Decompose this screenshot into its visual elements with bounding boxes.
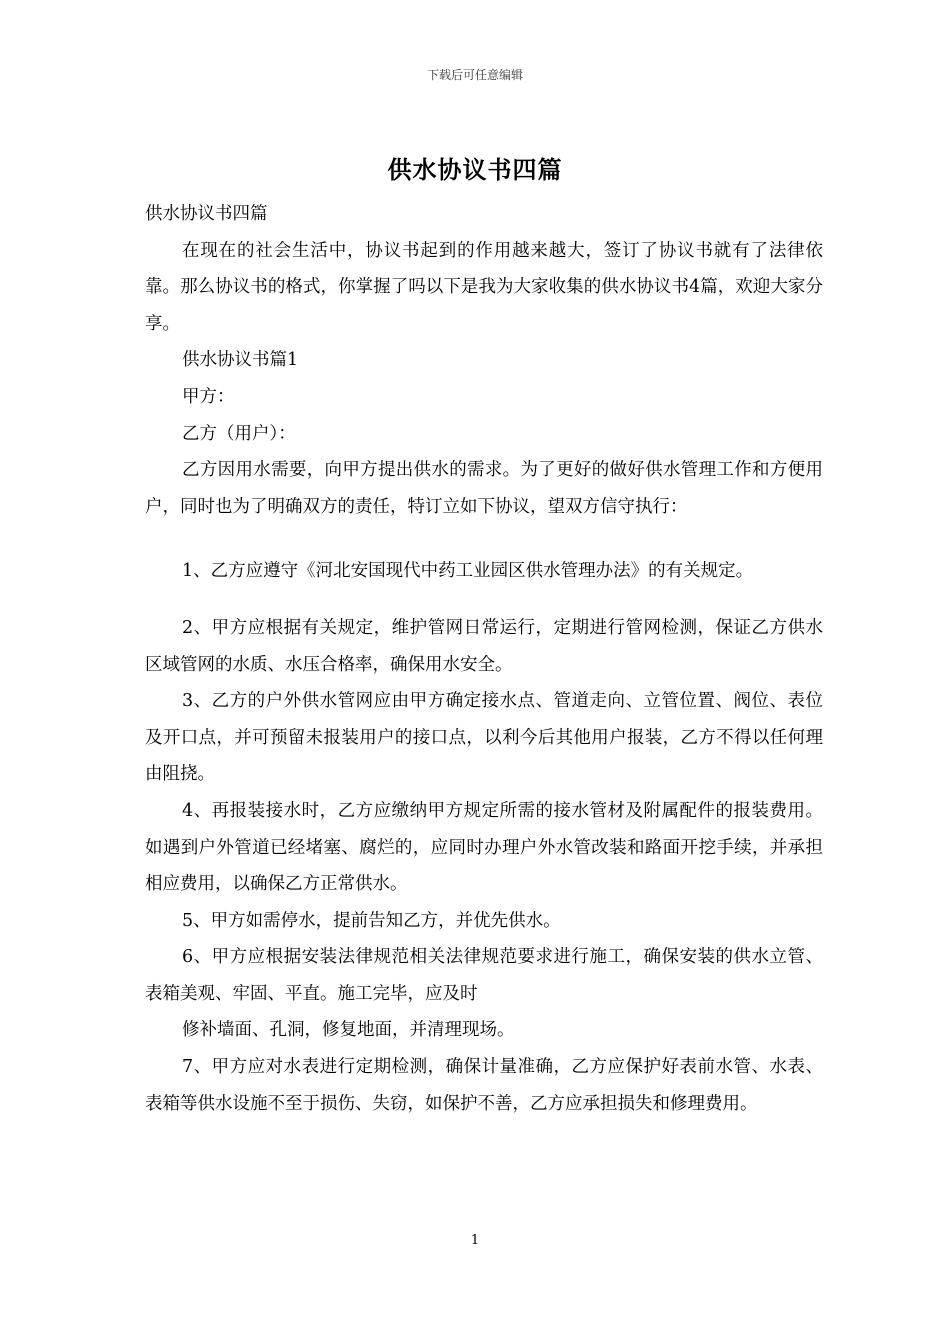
clause-3: 3、乙方的户外供水管网应由甲方确定接水点、管道走向、立管位置、阀位、表位及开口点，并可预留未报装用户的接口点，以利今后其他用户报装，乙方不得以任何理由阻挠。 — [145, 691, 823, 785]
clause-7: 7、甲方应对水表进行定期检测，确保计量准确，乙方应保护好表前水管、水表、表箱等供水设施不至于损伤、失窃，如保护不善，乙方应承担损失和修理费用。 — [145, 1057, 823, 1114]
page-number: 1 — [470, 1233, 480, 1248]
intro-paragraph: 在现在的社会生活中，协议书起到的作用越来越大，签订了协议书就有了法律依靠。那么协议书的格式，你掌握了吗以下是我为大家收集的供水协议书4篇，欢迎大家分享。 — [145, 240, 823, 334]
clause-5: 5、甲方如需停水，提前告知乙方，并优先供水。 — [182, 910, 561, 931]
document-subtitle: 供水协议书四篇 — [145, 204, 268, 224]
clause-2: 2、甲方应根据有关规定，维护管网日常运行，定期进行管网检测，保证乙方供水区域管网的水质、水压合格率，确保用水安全。 — [145, 617, 823, 675]
section-heading: 供水协议书篇1 — [182, 350, 299, 371]
clause-4: 4、再报装接水时，乙方应缴纳甲方规定所需的接水管材及附属配件的报装费用。如遇到户外管道已经堵塞、腐烂的，应同时办理户外水管改装和路面开挖手续，并承担相应费用，以确保乙方正常供水。 — [145, 800, 823, 895]
clause-6: 6、甲方应根据安装法律规范相关法律规范要求进行施工，确保安装的供水立管、表箱美观、牢固、平直。施工完毕，应及时 — [145, 947, 823, 1004]
spacer — [145, 525, 823, 553]
party-a-line: 甲方： — [182, 386, 235, 407]
preamble-paragraph: 乙方因用水需要，向甲方提出供水的需求。为了更好的做好供水管理工作和方便用户，同时也为了明确双方的责任，特订立如下协议，望双方信守执行： — [145, 460, 823, 517]
document-title: 供水协议书四篇 — [387, 155, 563, 184]
clause-1: 1、乙方应遵守《河北安国现代中药工业园区供水管理办法》的有关规定。 — [182, 561, 754, 582]
page-header: 下载后可任意编辑 — [426, 68, 523, 82]
clause-6-continued: 修补墙面、孔洞，修复地面，并清理现场。 — [182, 1020, 515, 1041]
spacer — [145, 590, 823, 610]
document-body — [145, 196, 823, 1122]
party-b-line: 乙方（用户）： — [182, 423, 296, 444]
